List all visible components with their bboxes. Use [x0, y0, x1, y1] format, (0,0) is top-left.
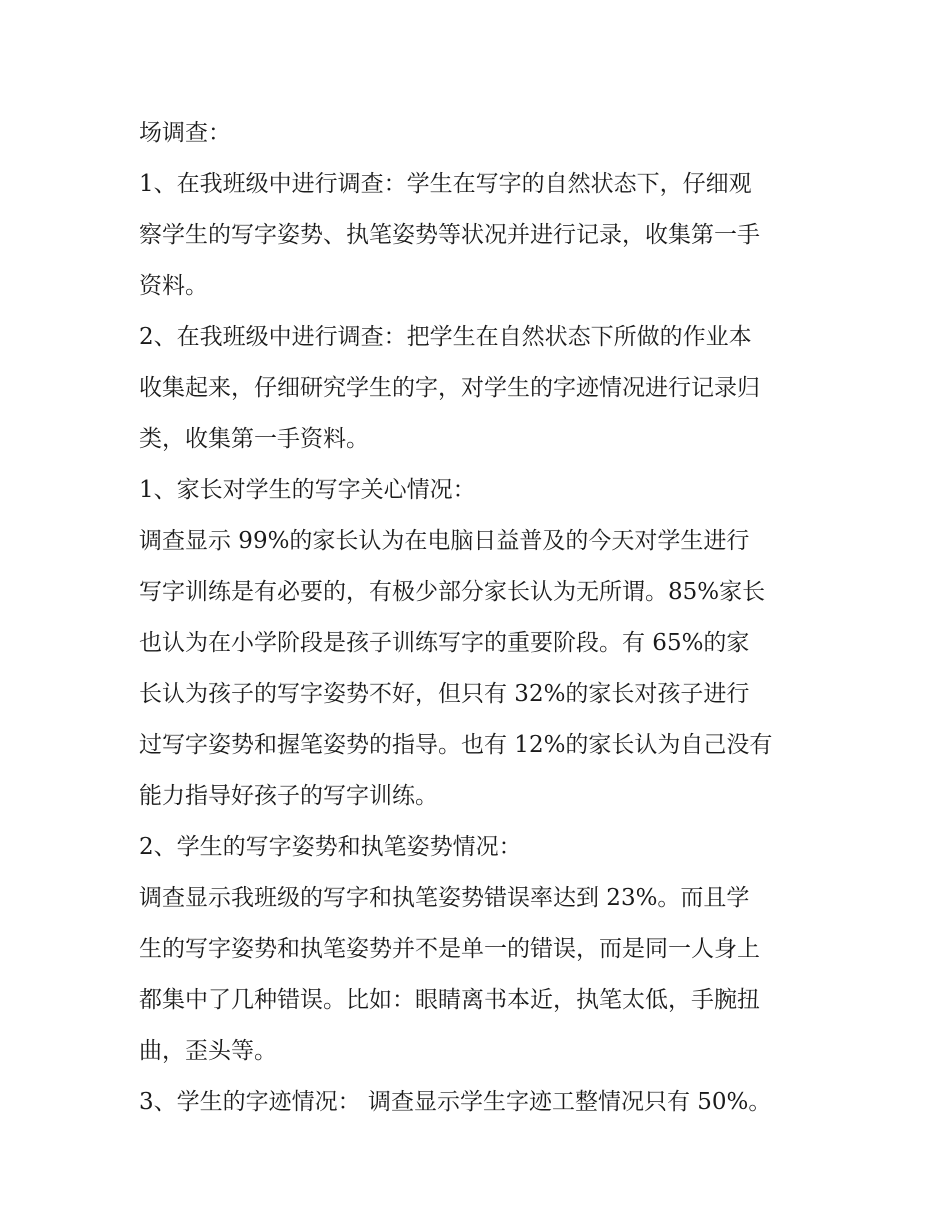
text-line: 1、在我班级中进行调查：学生在写字的自然状态下，仔细观 — [139, 171, 752, 197]
text-line: 收集起来，仔细研究学生的字，对学生的字迹情况进行记录归 — [139, 375, 760, 401]
text-line: 长认为孩子的写字姿势不好，但只有 32%的家长对孩子进行 — [139, 681, 750, 707]
text-line: 资料。 — [139, 273, 208, 299]
text-line: 调查显示 99%的家长认为在电脑日益普及的今天对学生进行 — [139, 528, 750, 554]
body-text — [139, 108, 819, 1128]
text-line: 场调查： — [139, 120, 231, 146]
text-line: 生的写字姿势和执笔姿势并不是单一的错误，而是同一人身上 — [139, 936, 760, 962]
text-line: 写字训练是有必要的，有极少部分家长认为无所谓。85%家长 — [139, 579, 766, 605]
text-line: 都集中了几种错误。比如：眼睛离书本近，执笔太低，手腕扭 — [139, 987, 760, 1013]
text-line: 察学生的写字姿势、执笔姿势等状况并进行记录，收集第一手 — [139, 222, 760, 248]
text-line: 类，收集第一手资料。 — [139, 426, 369, 452]
section-heading: 2、学生的写字姿势和执笔姿势情况： — [139, 834, 522, 860]
text-line: 也认为在小学阶段是孩子训练写字的重要阶段。有 65%的家 — [139, 630, 750, 656]
text-line: 2、在我班级中进行调查：把学生在自然状态下所做的作业本 — [139, 324, 752, 350]
section-heading: 3、学生的字迹情况： 调查显示学生字迹工整情况只有 50%。 — [139, 1089, 772, 1115]
text-line: 曲，歪头等。 — [139, 1038, 277, 1064]
text-line: 过写字姿势和握笔姿势的指导。也有 12%的家长认为自己没有 — [139, 732, 773, 758]
text-line: 调查显示我班级的写字和执笔姿势错误率达到 23%。而且学 — [139, 885, 750, 911]
section-heading: 1、家长对学生的写字关心情况： — [139, 477, 476, 503]
text-line: 能力指导好孩子的写字训练。 — [139, 783, 438, 809]
